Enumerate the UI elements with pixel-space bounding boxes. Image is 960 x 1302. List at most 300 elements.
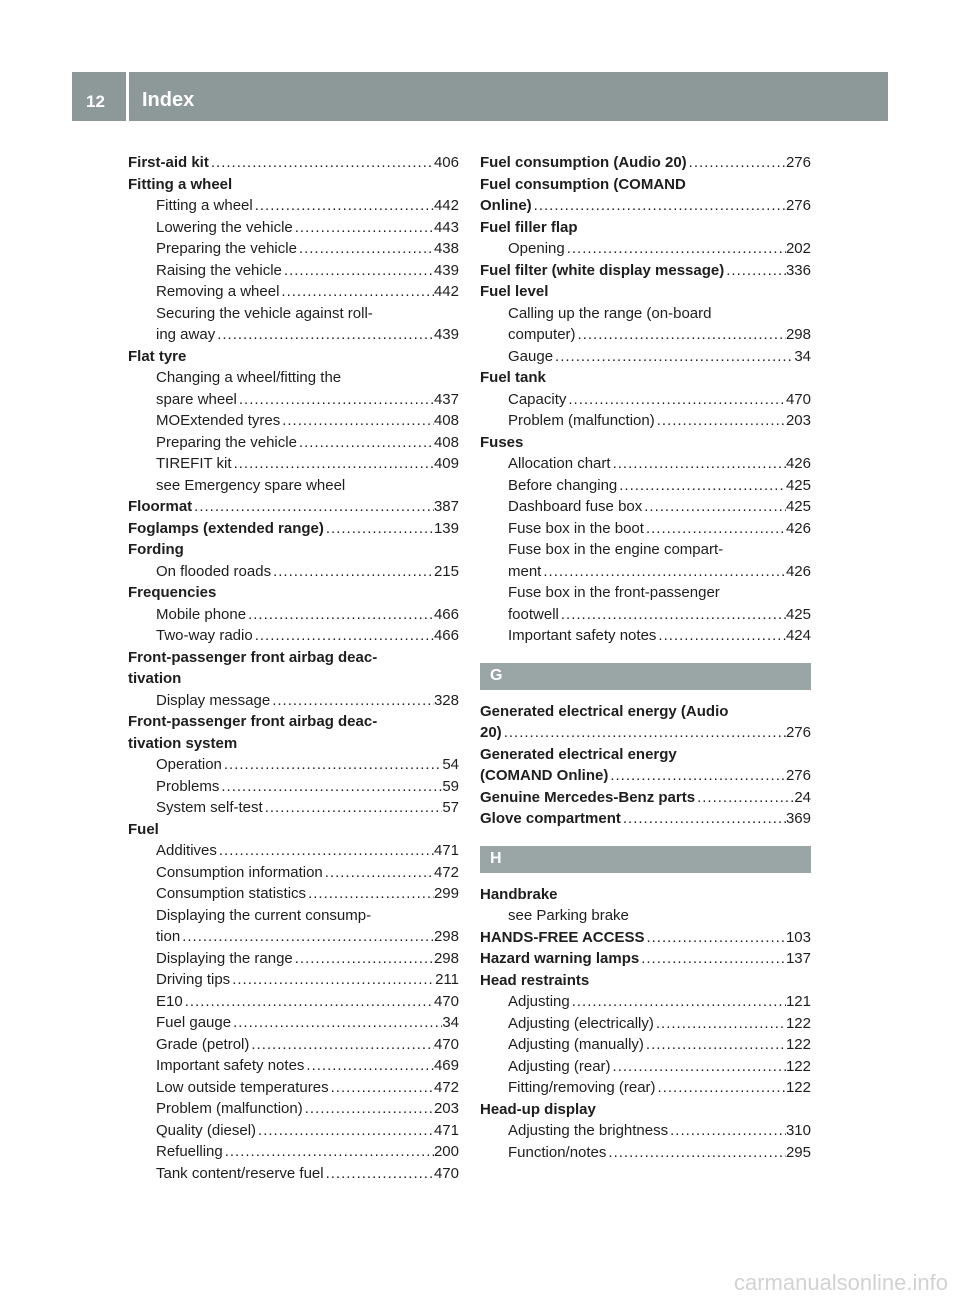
entry-label: TIREFIT kit: [156, 455, 232, 472]
page-reference: 122: [785, 1014, 811, 1032]
entry-label: Floormat: [128, 498, 193, 515]
entry-label: Refuelling: [156, 1143, 223, 1160]
entry-label: First-aid kit: [128, 154, 209, 171]
dot-leader: [192, 496, 434, 518]
dot-leader: [217, 840, 434, 862]
page-reference: 469: [433, 1057, 459, 1074]
entry-label: Additives: [156, 842, 217, 859]
entry-label: Front-passenger front airbag deac-: [128, 648, 378, 666]
page-reference: 295: [785, 1143, 811, 1161]
index-entry: [480, 927, 811, 949]
entry-label: Fuel filter (white display message): [480, 261, 725, 279]
index-entry: [128, 1141, 459, 1163]
entry-label: Dashboard fuse box: [508, 498, 643, 515]
dot-leader: [293, 217, 434, 239]
entry-label: Lowering the vehicle: [156, 218, 293, 236]
page-reference: 369: [785, 810, 811, 827]
section-header: [480, 846, 811, 873]
dot-leader: [606, 1142, 786, 1164]
dot-leader: [304, 1055, 434, 1077]
dot-leader: [644, 1034, 786, 1056]
entry-label: ment: [508, 562, 542, 580]
index-entry: [480, 1013, 811, 1035]
index-heading: [480, 884, 811, 906]
dot-leader: [654, 1013, 786, 1035]
page-reference: 387: [433, 498, 459, 515]
index-entry: [128, 840, 459, 862]
page-reference: 310: [785, 1122, 811, 1139]
index-entry: [480, 1142, 811, 1164]
dot-leader: [566, 389, 786, 411]
entry-label: (COMAND Online): [480, 767, 609, 784]
dot-leader: [215, 324, 434, 346]
entry-label: Calling up the range (on-board: [508, 304, 712, 322]
entry-label: Mobile phone: [156, 605, 247, 623]
index-entry: [480, 808, 811, 830]
index-entry: [480, 787, 811, 809]
entry-label: Fuel filler flap: [480, 218, 578, 236]
index-heading: [480, 744, 811, 766]
page-reference: 424: [785, 627, 811, 644]
index-text: [480, 539, 811, 561]
page-reference: 466: [433, 627, 459, 644]
entry-label: tivation: [128, 670, 182, 687]
entry-label: Fuel gauge: [156, 1014, 232, 1031]
index-entry: [480, 625, 811, 647]
entry-label: Fitting a wheel: [156, 197, 253, 214]
index-text: [480, 303, 811, 325]
entry-label: Two-way radio: [156, 627, 253, 644]
entry-label: Hazard warning lamps: [480, 950, 640, 967]
entry-label: 20): [480, 724, 502, 741]
index-entry: [128, 195, 459, 217]
index-text: [128, 475, 459, 497]
index-heading: [480, 281, 811, 303]
dot-leader: [256, 1120, 434, 1142]
index-entry: [128, 1034, 459, 1056]
dot-leader: [621, 808, 786, 830]
entry-label: Removing a wheel: [156, 283, 280, 300]
dot-leader: [553, 346, 794, 368]
index-heading: [480, 174, 811, 196]
index-heading: [128, 174, 459, 196]
dot-leader: [611, 453, 786, 475]
page-reference: 122: [785, 1079, 811, 1096]
page-reference: 57: [442, 799, 459, 816]
watermark: carmanualsonline.info: [733, 1270, 948, 1295]
index-entry: [480, 604, 811, 626]
dot-leader: [656, 1077, 786, 1099]
entry-label: Adjusting (manually): [508, 1036, 644, 1053]
index-entry: [128, 797, 459, 819]
dot-leader: [687, 152, 786, 174]
dot-leader: [293, 948, 434, 970]
page-reference: 442: [433, 197, 459, 214]
entry-label: footwell: [508, 605, 559, 623]
index-entry: [128, 776, 459, 798]
dot-leader: [576, 324, 786, 346]
entry-label: On flooded roads: [156, 562, 272, 580]
index-heading: [128, 346, 459, 368]
entry-label: ing away: [156, 326, 216, 343]
entry-label: Capacity: [508, 390, 567, 408]
index-entry: [128, 754, 459, 776]
index-entry: [480, 410, 811, 432]
page-reference: 139: [433, 519, 459, 537]
entry-label: Problems: [156, 777, 220, 795]
page-reference: 471: [433, 1121, 459, 1139]
page-reference: 439: [433, 261, 459, 279]
index-text: [480, 582, 811, 604]
index-heading: [128, 647, 459, 669]
index-heading: [480, 217, 811, 239]
page-reference: 425: [785, 498, 811, 515]
entry-label: Opening: [508, 240, 565, 257]
entry-label: Head restraints: [480, 971, 590, 989]
index-text: [128, 303, 459, 325]
index-entry: [480, 238, 811, 260]
index-entry: [480, 496, 811, 518]
entry-label: Fuel level: [480, 283, 549, 300]
entry-label: tion: [156, 928, 181, 945]
page-reference: 276: [785, 197, 811, 214]
page-reference: 408: [433, 433, 459, 451]
page-reference: 299: [433, 885, 459, 902]
index-entry: [128, 518, 459, 540]
page-reference: 336: [785, 261, 811, 279]
page-reference: 24: [794, 788, 811, 806]
index-entry: [480, 948, 811, 970]
index-entry: [480, 518, 811, 540]
entry-label: tivation system: [128, 734, 238, 752]
entry-label: Adjusting: [508, 993, 570, 1010]
section-header: [480, 663, 811, 690]
index-heading: [128, 668, 459, 690]
page-title: Index: [142, 89, 195, 111]
entry-label: computer): [508, 326, 576, 343]
dot-leader: [639, 948, 786, 970]
entry-label: Consumption information: [156, 863, 323, 881]
index-entry: [480, 475, 811, 497]
entry-label: Tank content/reserve fuel: [156, 1164, 324, 1182]
page-reference: 59: [442, 777, 459, 795]
entry-label: Display message: [156, 691, 271, 709]
entry-label: Fuse box in the engine compart-: [508, 541, 724, 558]
index-entry: [128, 1098, 459, 1120]
section-letter: H: [490, 849, 502, 867]
dot-leader: [297, 432, 434, 454]
index-heading: [480, 432, 811, 454]
dot-leader: [209, 152, 434, 174]
entry-label: Fuse box in the boot: [508, 519, 644, 537]
index-column-left: [128, 152, 459, 1184]
dot-leader: [280, 410, 434, 432]
dot-leader: [724, 260, 786, 282]
index-entry: [128, 389, 459, 411]
index-entry: [480, 389, 811, 411]
index-entry: [480, 1056, 811, 1078]
dot-leader: [249, 1034, 434, 1056]
dot-leader: [297, 238, 434, 260]
index-entry: [128, 561, 459, 583]
index-entry: [128, 432, 459, 454]
dot-leader: [668, 1120, 786, 1142]
index-heading: [480, 970, 811, 992]
dot-leader: [253, 625, 434, 647]
index-entry: [480, 1077, 811, 1099]
page-reference: 137: [785, 950, 811, 967]
index-entry: [480, 991, 811, 1013]
index-text: [480, 905, 811, 927]
page-number: 12: [86, 92, 105, 111]
index-entry: [128, 948, 459, 970]
entry-label: Fording: [128, 541, 184, 558]
dot-leader: [608, 765, 786, 787]
entry-label: Adjusting (rear): [508, 1057, 611, 1075]
entry-label: Consumption statistics: [156, 885, 307, 902]
entry-label: Fuel consumption (COMAND: [480, 175, 686, 193]
dot-leader: [271, 561, 434, 583]
entry-label: Driving tips: [156, 971, 231, 988]
page-reference: 215: [433, 562, 459, 580]
entry-label: Fuel: [128, 820, 159, 838]
page-reference: 426: [785, 562, 811, 580]
index-text: [128, 905, 459, 927]
index-entry: [480, 1034, 811, 1056]
index-heading: [128, 733, 459, 755]
section-letter: G: [490, 666, 503, 684]
entry-label: Fitting/removing (rear): [508, 1079, 656, 1096]
entry-label: Grade (petrol): [156, 1035, 250, 1053]
dot-leader: [323, 862, 434, 884]
entry-label: see Emergency spare wheel: [156, 476, 346, 494]
page-reference: 425: [785, 605, 811, 623]
page-reference: 438: [433, 240, 459, 257]
page-reference: 470: [785, 390, 811, 408]
entry-label: Preparing the vehicle: [156, 240, 297, 257]
dot-leader: [570, 991, 786, 1013]
entry-label: Gauge: [508, 347, 554, 365]
index-entry: [128, 281, 459, 303]
index-entry: [480, 453, 811, 475]
entry-label: Before changing: [508, 476, 618, 494]
dot-leader: [279, 281, 434, 303]
index-text: [128, 367, 459, 389]
index-entry: [128, 604, 459, 626]
page-reference: 471: [433, 842, 459, 859]
entry-label: spare wheel: [156, 390, 237, 408]
index-entry: [480, 561, 811, 583]
index-entry: [480, 152, 811, 174]
dot-leader: [644, 927, 786, 949]
index-entry: [480, 324, 811, 346]
index-entry: [128, 1163, 459, 1185]
page-reference: 437: [433, 390, 459, 408]
header-bar: [72, 72, 888, 121]
dot-leader: [565, 238, 786, 260]
page-reference: 439: [433, 326, 459, 343]
entry-label: Raising the vehicle: [156, 261, 282, 279]
page-reference: 298: [433, 949, 459, 967]
page-reference: 443: [433, 218, 459, 236]
page-reference: 425: [785, 476, 811, 494]
index-column-right: [480, 152, 811, 1163]
dot-leader: [541, 561, 786, 583]
dot-leader: [617, 475, 786, 497]
entry-label: Head-up display: [480, 1100, 596, 1118]
index-entry: [128, 1012, 459, 1034]
index-entry: [480, 765, 811, 787]
index-entry: [128, 969, 459, 991]
entry-label: Displaying the range: [156, 949, 293, 967]
dot-leader: [303, 1098, 434, 1120]
dot-leader: [655, 410, 786, 432]
entry-label: Displaying the current consump-: [156, 906, 372, 924]
index-heading: [128, 711, 459, 733]
index-entry: [128, 152, 459, 174]
index-heading: [128, 582, 459, 604]
index-entry: [480, 260, 811, 282]
dot-leader: [306, 883, 434, 905]
page-reference: 103: [785, 928, 811, 946]
index-entry: [128, 410, 459, 432]
entry-label: Operation: [156, 756, 222, 773]
page-reference: 34: [442, 1014, 459, 1031]
entry-label: Foglamps (extended range): [128, 519, 324, 537]
entry-label: E10: [156, 992, 183, 1010]
entry-label: see Parking brake: [508, 907, 629, 924]
entry-label: Generated electrical energy: [480, 745, 677, 763]
header-separator: [126, 72, 129, 121]
entry-label: HANDS-FREE ACCESS: [480, 928, 645, 946]
entry-label: Adjusting (electrically): [508, 1014, 654, 1032]
entry-label: Fuel consumption (Audio 20): [480, 154, 687, 171]
index-entry: [128, 238, 459, 260]
dot-leader: [502, 722, 786, 744]
entry-label: Preparing the vehicle: [156, 433, 297, 451]
dot-leader: [324, 518, 434, 540]
index-entry: [128, 883, 459, 905]
page-reference: 203: [433, 1100, 459, 1117]
dot-leader: [223, 1141, 434, 1163]
entry-label: Fuses: [480, 433, 524, 451]
entry-label: Flat tyre: [128, 347, 187, 365]
dot-leader: [183, 991, 434, 1013]
index-heading: [480, 701, 811, 723]
index-heading: [128, 819, 459, 841]
dot-leader: [559, 604, 786, 626]
dot-leader: [246, 604, 434, 626]
page-reference: 409: [433, 455, 459, 472]
dot-leader: [329, 1077, 434, 1099]
index-entry: [128, 1055, 459, 1077]
page-reference: 276: [785, 154, 811, 171]
entry-label: Frequencies: [128, 584, 217, 601]
entry-label: Online): [480, 197, 532, 214]
entry-label: Adjusting the brightness: [508, 1122, 669, 1139]
entry-label: Changing a wheel/fitting the: [156, 369, 342, 386]
index-entry: [128, 862, 459, 884]
dot-leader: [270, 690, 434, 712]
entry-label: Handbrake: [480, 885, 558, 903]
dot-leader: [237, 389, 434, 411]
dot-leader: [532, 195, 786, 217]
page-reference: 466: [433, 605, 459, 623]
entry-label: Function/notes: [508, 1143, 607, 1161]
entry-label: Genuine Mercedes-Benz parts: [480, 788, 696, 806]
page-reference: 122: [785, 1036, 811, 1053]
dot-leader: [642, 496, 786, 518]
index-entry: [128, 991, 459, 1013]
entry-label: Quality (diesel): [156, 1121, 257, 1139]
index-entry: [128, 1077, 459, 1099]
entry-label: Fitting a wheel: [128, 175, 233, 193]
page-reference: 328: [433, 691, 459, 709]
entry-label: Front-passenger front airbag deac-: [128, 713, 378, 730]
index-heading: [480, 367, 811, 389]
index-heading: [480, 1099, 811, 1121]
dot-leader: [222, 754, 442, 776]
page-reference: 203: [785, 412, 811, 429]
entry-label: Allocation chart: [508, 455, 611, 472]
entry-label: Important safety notes: [508, 627, 657, 644]
dot-leader: [253, 195, 434, 217]
dot-leader: [644, 518, 786, 540]
index-entry: [480, 722, 811, 744]
entry-label: Problem (malfunction): [508, 412, 655, 429]
index-entry: [128, 690, 459, 712]
dot-leader: [282, 260, 434, 282]
dot-leader: [263, 797, 443, 819]
dot-leader: [231, 1012, 442, 1034]
index-entry: [128, 625, 459, 647]
entry-label: MOExtended tyres: [156, 412, 281, 429]
entry-label: Fuel tank: [480, 369, 546, 386]
index-entry: [480, 346, 811, 368]
page-reference: 200: [433, 1143, 459, 1160]
index-heading: [128, 539, 459, 561]
page-reference: 470: [433, 992, 459, 1010]
page-reference: 202: [785, 240, 811, 257]
page-reference: 406: [433, 154, 459, 171]
page-reference: 276: [785, 767, 811, 784]
entry-label: Low outside temperatures: [156, 1078, 329, 1096]
dot-leader: [230, 969, 435, 991]
page-reference: 54: [442, 756, 459, 773]
dot-leader: [611, 1056, 786, 1078]
index-entry: [128, 260, 459, 282]
page-reference: 121: [785, 993, 811, 1010]
index-entry: [128, 1120, 459, 1142]
page-reference: 34: [794, 347, 811, 365]
entry-label: Problem (malfunction): [156, 1100, 303, 1117]
page-reference: 470: [433, 1164, 459, 1182]
page-reference: 408: [433, 412, 459, 429]
index-entry: [128, 453, 459, 475]
entry-label: Glove compartment: [480, 810, 621, 827]
page-reference: 298: [433, 928, 459, 945]
entry-label: Securing the vehicle against roll-: [156, 304, 373, 322]
entry-label: Generated electrical energy (Audio: [480, 702, 729, 720]
dot-leader: [695, 787, 794, 809]
page-reference: 276: [785, 724, 811, 741]
page-reference: 442: [433, 283, 459, 300]
dot-leader: [324, 1163, 434, 1185]
index-entry: [128, 496, 459, 518]
page-reference: 472: [433, 1078, 459, 1096]
index-entry: [480, 1120, 811, 1142]
index-entry: [480, 195, 811, 217]
